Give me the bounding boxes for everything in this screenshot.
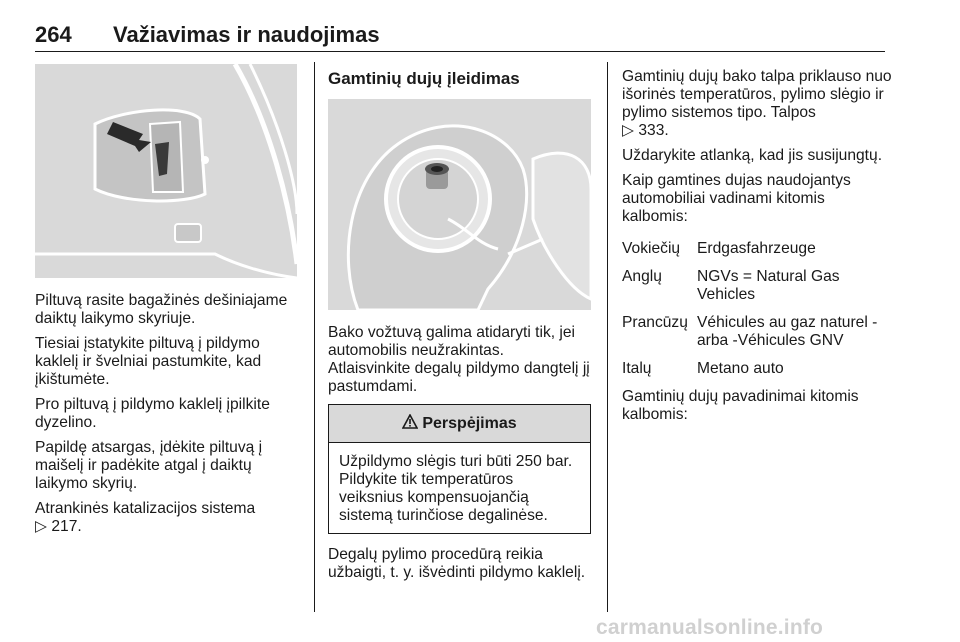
section-heading: Gamtinių dujų įleidimas xyxy=(328,69,520,88)
watermark: carmanualsonline.info xyxy=(596,616,824,639)
reference-arrow-icon: ▷ xyxy=(35,518,47,535)
paragraph-text: Gamtinių dujų bako talpa priklauso nuo išorinės temperatūros, pylimo slėgio ir pylimo sistemos tipo. Talpos xyxy=(622,68,892,121)
page-number: 264 xyxy=(35,22,72,47)
language-row xyxy=(622,314,892,350)
warning-title: Perspėjimas xyxy=(422,414,517,432)
paragraph: Atlaisvinkite degalų pildymo dangtelį jį pastumdami. xyxy=(328,360,590,395)
column-divider xyxy=(607,62,608,612)
page-header xyxy=(35,22,885,52)
trunk-illustration-svg xyxy=(35,64,297,278)
column-2 xyxy=(328,64,591,582)
paragraph: Papildę atsargas, įdėkite piltuvą į maišelį ir padėkite atgal į daiktų laikymo skyrių. xyxy=(35,439,263,492)
language-row xyxy=(622,360,892,378)
language-term: Erdgasfahrzeuge xyxy=(697,240,816,257)
paragraph-reference xyxy=(35,500,297,536)
column-3 xyxy=(622,64,892,424)
reference-page[interactable]: 217. xyxy=(51,518,82,535)
paragraph: Gamtinių dujų pavadinimai kitomis kalbomis: xyxy=(622,388,859,423)
warning-triangle-icon xyxy=(402,414,418,434)
language-name: Prancūzų xyxy=(622,314,688,331)
reference-arrow-icon: ▷ xyxy=(622,122,634,139)
paragraph: Tiesiai įstatykite piltuvą į pildymo kaklelį ir švelniai pastumkite, kad įkištumėte. xyxy=(35,335,262,388)
paragraph: Degalų pylimo procedūrą reikia užbaigti, t. y. išvėdinti pildymo kaklelį. xyxy=(328,546,586,581)
trunk-compartment-illustration xyxy=(35,64,297,278)
language-name: Italų xyxy=(622,360,652,377)
fuel-filler-svg xyxy=(328,99,591,310)
language-row xyxy=(622,268,892,304)
language-term: NGVs = Natural Gas Vehicles xyxy=(697,268,840,303)
chapter-title: Važiavimas ir naudojimas xyxy=(113,22,380,47)
column-divider xyxy=(314,62,315,612)
column-1 xyxy=(35,64,297,536)
warning-box xyxy=(328,404,591,534)
reference-text: Atrankinės katalizacijos sistema xyxy=(35,500,256,517)
header-rule xyxy=(35,51,885,52)
paragraph-reference xyxy=(622,68,892,140)
language-name: Vokiečių xyxy=(622,240,681,257)
paragraph: Bako vožtuvą galima atidaryti tik, jei automobilis neužrakintas. xyxy=(328,324,576,359)
language-term: Metano auto xyxy=(697,360,784,377)
paragraph: Pro piltuvą į pildymo kaklelį įpilkite dyzelino. xyxy=(35,396,270,431)
warning-header xyxy=(329,405,590,443)
fuel-filler-illustration xyxy=(328,99,591,310)
paragraph: Kaip gamtines dujas naudojantys automobiliai vadinami kitomis kalbomis: xyxy=(622,172,851,225)
reference-page[interactable]: 333. xyxy=(638,122,669,139)
language-row xyxy=(622,240,892,258)
language-name: Anglų xyxy=(622,268,662,285)
language-term: Véhicules au gaz naturel - arba -Véhicules GNV xyxy=(697,314,878,349)
warning-body xyxy=(329,443,590,533)
warning-text: Užpildymo slėgis turi būti 250 bar. Pildykite tik temperatūros veiksnius kompensuojančią sistemą turinčiose degalinėse. xyxy=(339,453,573,524)
paragraph: Uždarykite atlanką, kad jis susijungtų. xyxy=(622,147,883,164)
language-table xyxy=(622,240,892,378)
paragraph: Piltuvą rasite bagažinės dešiniajame daiktų laikymo skyriuje. xyxy=(35,292,288,327)
